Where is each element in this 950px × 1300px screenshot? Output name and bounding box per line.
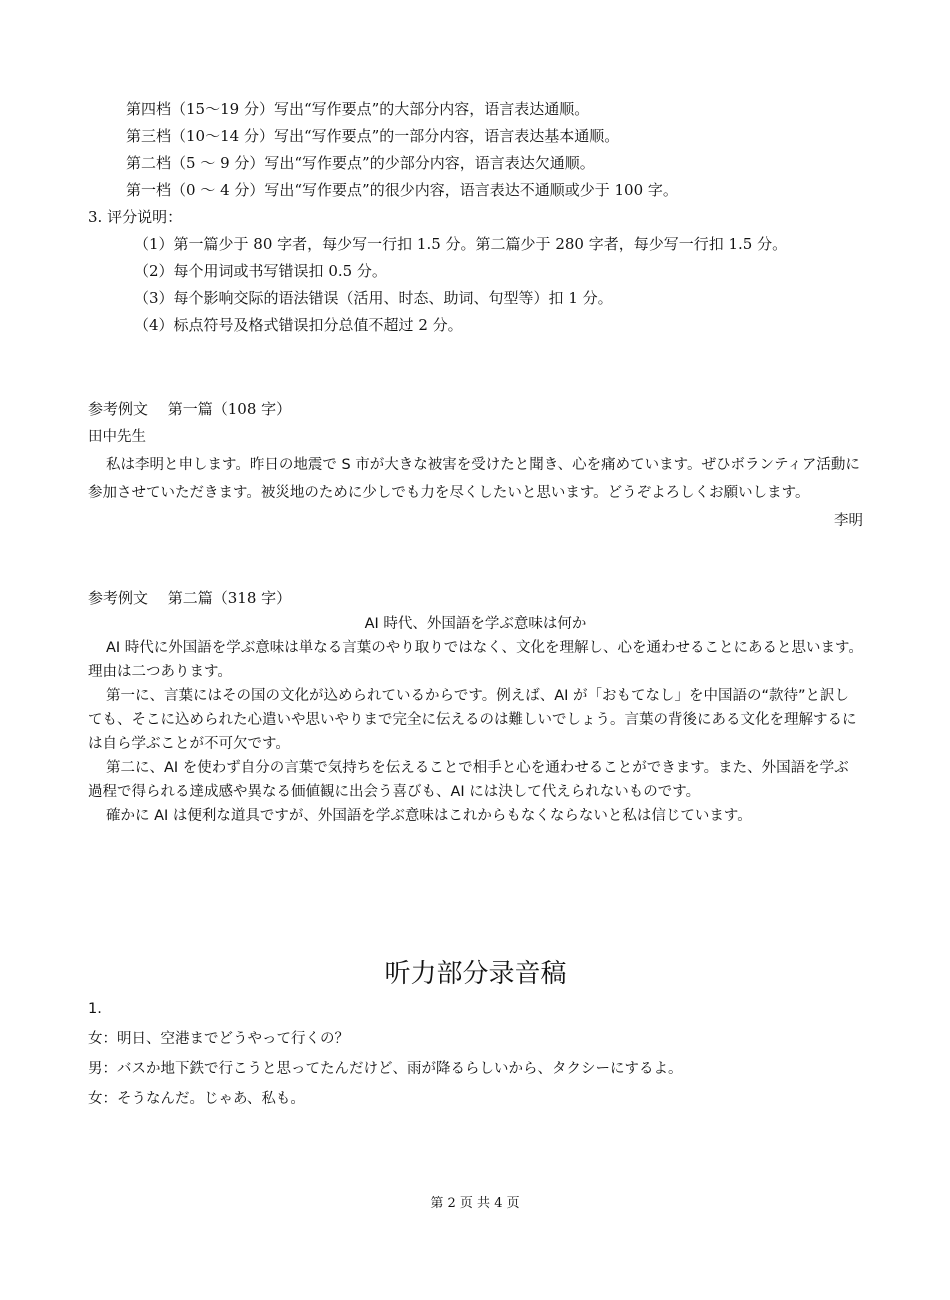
scoring-note-3: （3）每个影响交际的语法错误（活用、时态、助词、句型等）扣 1 分。 xyxy=(134,289,613,307)
scoring-notes-title: 3. 评分说明： xyxy=(88,208,183,226)
scoring-note-4: （4）标点符号及格式错误扣分总值不超过 2 分。 xyxy=(134,316,463,334)
page-footer: 第 2 页 共 4 页 xyxy=(430,1196,520,1211)
scoring-note-1: （1）第一篇少于 80 字者，每少写一行扣 1.5 分。第二篇少于 280 字者，每少写一行扣 1.5 分。 xyxy=(134,235,788,253)
listening-item-number: 1. xyxy=(88,1001,102,1017)
scoring-level-3: 第三档（10～14 分）写出“写作要点”的一部分内容，语言表达基本通顺。 xyxy=(126,127,620,145)
dialogue-line-1: 女：明日、空港までどうやって行くの？ xyxy=(88,1031,349,1047)
essay2-paragraph-2: 第一に、言葉にはその国の文化が込められているからです。例えば、AI が「おもてなし」を中国語の“款待”と訳しても、そこに込められた心遣いや思いやりまで完全に伝えるのは難しいでしょう。言葉の背後にある文化を理解するには自ら学ぶことが不可欠です。 xyxy=(88,688,857,752)
listening-heading: 听力部分录音稿 xyxy=(384,959,567,989)
essay1-addressee: 田中先生 xyxy=(88,429,146,445)
scoring-note-2: （2）每个用词或书写错误扣 0.5 分。 xyxy=(134,262,387,280)
essay2-title: AI 時代、外国語を学ぶ意味は何か xyxy=(364,616,587,632)
essay2-label: 参考例文 第二篇（318 字） xyxy=(88,589,292,607)
essay2-paragraph-4: 確かに AI は便利な道具ですが、外国語を学ぶ意味はこれからもなくならないと私は信じています。 xyxy=(106,808,752,824)
dialogue-line-3: 女：そうなんだ。じゃあ、私も。 xyxy=(88,1091,305,1107)
essay2-paragraph-3: 第二に、AI を使わず自分の言葉で気持ちを伝えることで相手と心を通わせることができます。また、外国語を学ぶ過程で得られる達成感や異なる価値観に出会う喜びも、AI には決して代えられないものです。 xyxy=(88,760,849,800)
essay1-body: 私は李明と申します。昨日の地震で S 市が大きな被害を受けたと聞き、心を痛めています。ぜひボランティア活動に参加させていただきます。被災地のために少しでも力を尽くしたいと思います。どうぞよろしくお願いします。 xyxy=(88,457,860,501)
essay2-paragraph-1: AI 時代に外国語を学ぶ意味は単なる言葉のやり取りではなく、文化を理解し、心を通わせることにあると思います。理由は二つあります。 xyxy=(88,640,863,680)
dialogue-line-2: 男：バスか地下鉄で行こうと思ってたんだけど、雨が降るらしいから、タクシーにするよ。 xyxy=(88,1061,683,1077)
scoring-level-2: 第二档（5 ～ 9 分）写出“写作要点”的少部分内容，语言表达欠通顺。 xyxy=(126,154,595,172)
scoring-level-4: 第四档（15～19 分）写出“写作要点”的大部分内容，语言表达通顺。 xyxy=(126,100,590,118)
scoring-level-1: 第一档（0 ～ 4 分）写出“写作要点”的很少内容，语言表达不通顺或少于 100 字。 xyxy=(126,181,678,199)
document-page xyxy=(88,96,863,1114)
essay1-label: 参考例文 第一篇（108 字） xyxy=(88,400,292,418)
essay1-signature: 李明 xyxy=(834,513,863,529)
